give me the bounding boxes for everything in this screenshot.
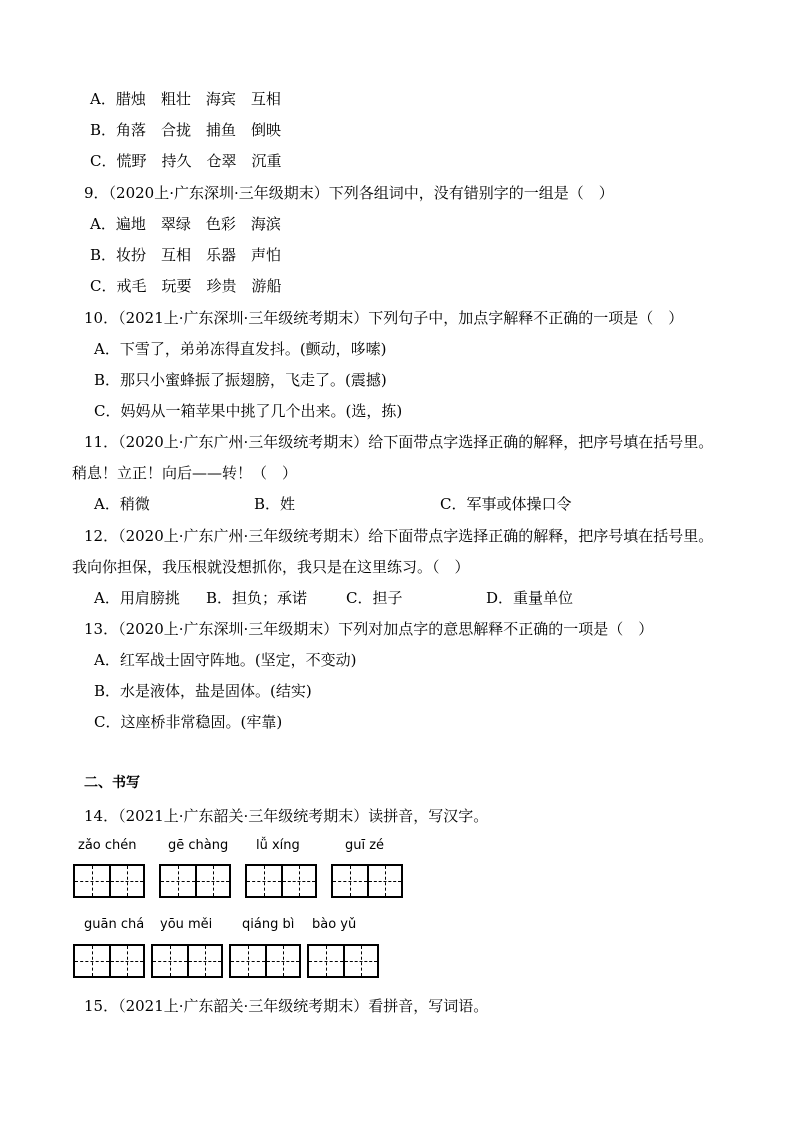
q9-stem: 9．（2020上·广东深圳·三年级期末）下列各组词中，没有错别字的一组是（ ） (84, 184, 614, 202)
grid-cell[interactable] (231, 946, 265, 976)
q12-option-b: B．担负；承诺 (206, 589, 308, 607)
q13-option-a: A．红军战士固守阵地。(坚定，不变动) (94, 651, 357, 669)
grid-cell[interactable] (265, 946, 299, 976)
section-heading: 二、书写 (84, 775, 140, 791)
q12-stem: 12．（2020上·广东广州·三年级统考期末）给下面带点字选择正确的解释，把序号填在括号里。 (84, 527, 714, 545)
q8-option-c: C．慌野 持久 仓翠 沉重 (90, 152, 282, 170)
grid-cell[interactable] (281, 866, 315, 896)
grid-cell[interactable] (109, 946, 143, 976)
q12-options (0, 588, 794, 608)
writing-grid[interactable] (159, 864, 231, 898)
q11-option-b: B．姓 (254, 495, 296, 513)
pinyin-label: qiáng bì (242, 917, 295, 932)
pinyin-label: bào yǔ (312, 917, 357, 932)
q15-stem: 15．（2021上·广东韶关·三年级统考期末）看拼音，写词语。 (84, 997, 489, 1015)
writing-grid[interactable] (151, 944, 223, 978)
writing-grid[interactable] (229, 944, 301, 978)
pinyin-label: guī zé (345, 838, 385, 853)
grid-cell[interactable] (187, 946, 221, 976)
writing-grid[interactable] (73, 864, 145, 898)
writing-grid[interactable] (331, 864, 403, 898)
grid-cell[interactable] (75, 866, 109, 896)
q13-stem: 13．（2020上·广东深圳·三年级期末）下列对加点字的意思解释不正确的一项是（ ） (84, 620, 654, 638)
pinyin-label: gē chàng (168, 838, 229, 853)
writing-grid[interactable] (245, 864, 317, 898)
grid-cell[interactable] (161, 866, 195, 896)
q10-option-a: A．下雪了，弟弟冻得直发抖。(颤动，哆嗦) (94, 340, 387, 358)
grid-cell[interactable] (75, 946, 109, 976)
q10-option-c: C．妈妈从一箱苹果中挑了几个出来。(选，拣) (94, 402, 403, 420)
pinyin-label: zǎo chén (78, 838, 137, 853)
q11-option-a: A．稍微 (94, 495, 150, 513)
writing-grid[interactable] (73, 944, 145, 978)
pinyin-label: lǚ xíng (256, 838, 300, 853)
q10-option-b: B．那只小蜜蜂振了振翅膀，飞走了。(震撼) (94, 371, 387, 389)
grid-cell[interactable] (247, 866, 281, 896)
q9-option-b: B．妆扮 互相 乐器 声怕 (90, 246, 282, 264)
q13-option-b: B．水是液体，盐是固体。(结实) (94, 682, 312, 700)
q12-sentence: 我向你担保，我压根就没想抓你，我只是在这里练习。（ ） (72, 558, 470, 576)
grid-cell[interactable] (153, 946, 187, 976)
grid-cell[interactable] (109, 866, 143, 896)
q11-stem: 11．（2020上·广东广州·三年级统考期末）给下面带点字选择正确的解释，把序号填在括号里。 (84, 433, 714, 451)
q11-option-c: C．军事或体操口令 (440, 495, 572, 513)
q8-option-a: A．腊烛 粗壮 海宾 互相 (90, 90, 281, 108)
writing-grid[interactable] (307, 944, 379, 978)
q10-stem: 10．（2021上·广东深圳·三年级统考期末）下列句子中，加点字解释不正确的一项是（ ） (84, 309, 684, 327)
pinyin-label: yōu měi (160, 917, 213, 932)
q9-option-a: A．遍地 翠绿 色彩 海滨 (90, 215, 281, 233)
grid-cell[interactable] (367, 866, 401, 896)
q11-sentence: 稍息！立正！向后——转！（ ） (72, 464, 298, 482)
grid-cell[interactable] (309, 946, 343, 976)
q11-options (0, 494, 794, 514)
grid-cell[interactable] (333, 866, 367, 896)
q14-stem: 14．（2021上·广东韶关·三年级统考期末）读拼音，写汉字。 (84, 807, 489, 825)
pinyin-label: guān chá (84, 917, 145, 932)
q8-option-b: B．角落 合拢 捕鱼 倒映 (90, 121, 282, 139)
grid-cell[interactable] (195, 866, 229, 896)
q9-option-c: C．戒毛 玩要 珍贵 游船 (90, 277, 282, 295)
q12-option-d: D．重量单位 (486, 589, 574, 607)
q13-option-c: C．这座桥非常稳固。(牢靠) (94, 713, 283, 731)
q12-option-a: A．用肩膀挑 (94, 589, 180, 607)
q12-option-c: C．担子 (346, 589, 403, 607)
grid-cell[interactable] (343, 946, 377, 976)
